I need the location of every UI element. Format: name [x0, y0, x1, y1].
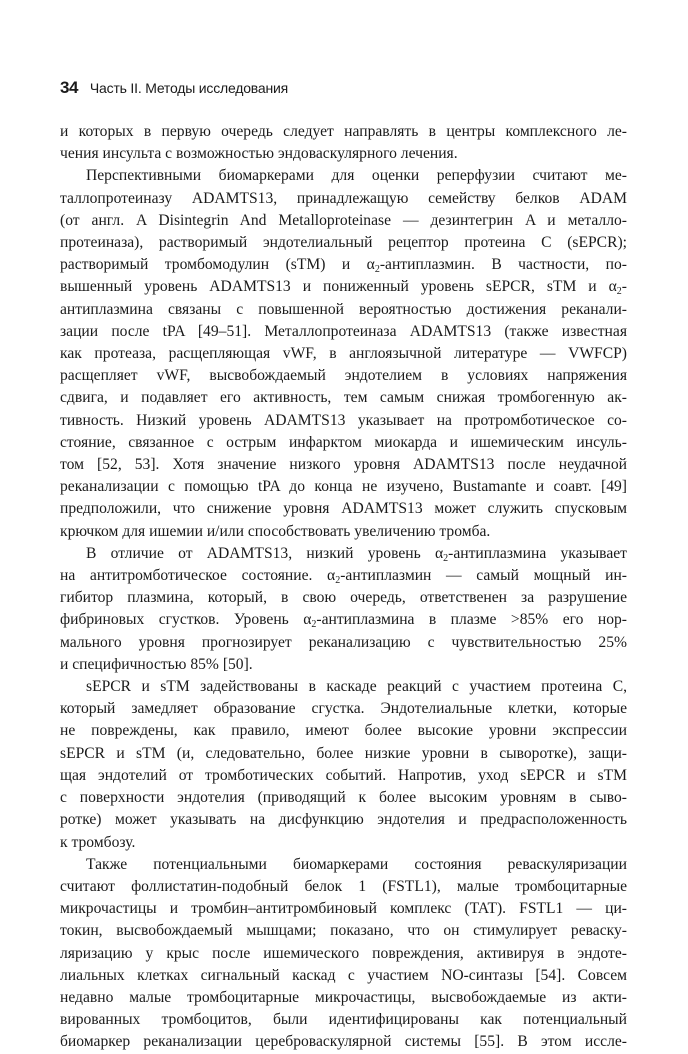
- text-line: чения инсульта с возможностью эндоваскулярного лечения.: [60, 145, 458, 163]
- text-line: Также потенциальными биомаркерами состояния реваскуляризации: [86, 855, 627, 873]
- text-line: антиплазмина связаны с повышенной вероятностью достижения реканали-: [60, 300, 627, 318]
- text-line: расщепляет vWF, высвобождаемый эндотелием в условиях напряжения: [60, 367, 627, 385]
- text-line: на антитромботическое состояние. $\alpha_2$-антиплазмин — самый мощный ин-: [60, 567, 627, 587]
- text-line: щая эндотелий от тромботических событий. Напротив, уход sEPCR и sTM: [60, 766, 627, 784]
- text-line: сдвига, и подавляет его активность, тем самым снижая тромбогенную ак-: [60, 389, 627, 407]
- text-line: как протеаза, расщепляющая vWF, в англоязычной литературе — VWFCP): [60, 345, 627, 363]
- text-line: зации после tPA [49–51]. Металлопротеиназа ADAMTS13 (также известная: [60, 322, 627, 340]
- text-line: лиальных клетках сигнальный каскад с участием NO-синтазы [54]. Совсем: [60, 966, 627, 984]
- text-line: к тромбозу.: [60, 833, 136, 851]
- text-line: ляризацию у крыс после ишемического повреждения, активируя в эндоте-: [60, 944, 627, 962]
- text-line: таллопротеиназу ADAMTS13, принадлежащую семейству белков ADAM: [60, 189, 627, 207]
- text-line: растворимый тромбомодулин (sTM) и $\alpha_2$-антиплазмин. В частности, по-: [60, 256, 627, 276]
- text-line: и специфичностью 85% [50].: [60, 655, 253, 673]
- text-line: который замедляет образование сгустка. Эндотелиальные клетки, которые: [60, 700, 627, 718]
- text-line: протеиназа), растворимый эндотелиальный рецептор протеина C (sEPCR);: [60, 234, 627, 252]
- text-line: тивность. Низкий уровень ADAMTS13 указывает на протромботическое со-: [60, 411, 627, 429]
- text-line: том [52, 53]. Хотя значение низкого уровня ADAMTS13 после неудачной: [60, 456, 627, 474]
- text-line: токин, высвобождаемый мышцами; показано, что он стимулирует реваску-: [60, 922, 627, 940]
- running-title: Часть II. Методы исследования: [89, 80, 289, 96]
- text-line: В отличие от ADAMTS13, низкий уровень $\alpha_2$-антиплазмина указывает: [86, 544, 627, 564]
- text-line: вированных тромбоцитов, были идентифицированы как потенциальный: [60, 1011, 627, 1029]
- text-line: предположили, что снижение уровня ADAMTS13 может служить спусковым: [60, 500, 627, 518]
- text-line: реканализации с помощью tPA до конца не изучено, Bustamante и соавт. [49]: [60, 478, 627, 496]
- text-line: и которых в первую очередь следует направлять в центры комплексного ле-: [60, 123, 627, 140]
- text-line: считают фоллистатин-подобный белок 1 (FSTL1), малые тромбоцитарные: [60, 877, 627, 895]
- text-line: ротке) может указывать на дисфункцию эндотелия и предрасположенность: [60, 811, 627, 829]
- text-line: sEPCR и sTM задействованы в каскаде реакций с участием протеина C,: [86, 678, 627, 696]
- text-line: биомаркер реканализации цереброваскулярной системы [55]. В этом иссле-: [60, 1033, 627, 1051]
- text-line: вышенный уровень ADAMTS13 и пониженный уровень sEPCR, sTM и $\alpha_2-$: [60, 278, 627, 298]
- text-line: микрочастицы и тромбин–антитромбиновый комплекс (TAT). FSTL1 — ци-: [60, 900, 627, 918]
- text-line: (от англ. A Disintegrin And Metalloproteinase — дезинтегрин A и металло-: [60, 211, 627, 229]
- body-text: [60, 121, 627, 1054]
- text-line: с поверхности эндотелия (приводящий к более высоким уровням в сыво-: [60, 789, 627, 807]
- page-number: 34: [60, 78, 78, 97]
- text-line: стояние, связанное с острым инфарктом миокарда и ишемическим инсуль-: [60, 433, 627, 451]
- page-header: [60, 78, 288, 98]
- text-line: гибитор плазмина, который, в свою очередь, ответственен за разрушение: [60, 589, 627, 607]
- text-line: Перспективными биомаркерами для оценки реперфузии считают ме-: [86, 167, 627, 185]
- text-line: крючком для ишемии и/или способствовать увеличению тромба.: [60, 522, 491, 540]
- text-line: мального уровня прогнозирует реканализацию с чувствительностью 25%: [60, 633, 627, 651]
- text-line: недавно малые тромбоцитарные микрочастицы, высвобождаемые из акти-: [60, 988, 627, 1006]
- text-line: sEPCR и sTM (и, следовательно, более низкие уровни в сыворотке), защи-: [60, 744, 627, 762]
- text-line: фибриновых сгустков. Уровень $\alpha_2$-антиплазмина в плазме >85% его нор-: [60, 611, 627, 631]
- text-line: не повреждены, как правило, имеют более высокие уровни экспрессии: [60, 722, 627, 740]
